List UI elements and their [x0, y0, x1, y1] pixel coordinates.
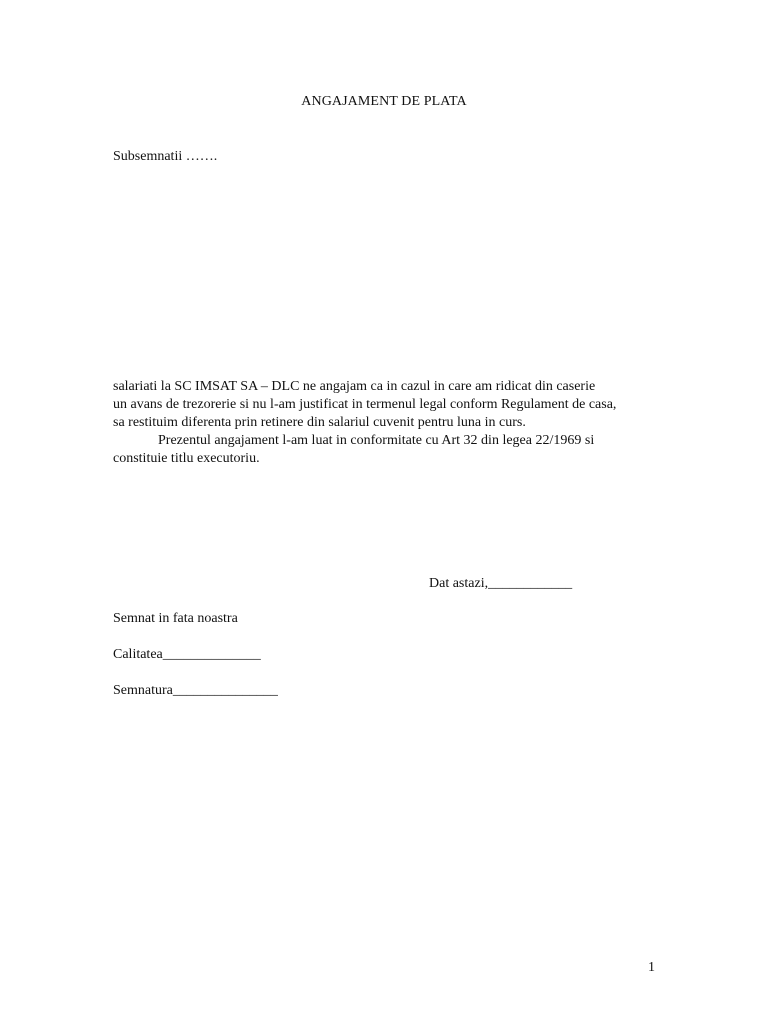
- subsemnatii-line: Subsemnatii …….: [113, 149, 218, 164]
- paragraph-line-2: un avans de trezorerie si nu l-am justificat in termenul legal conform Regulament de casa,: [113, 397, 617, 412]
- paragraph-line-3: sa restituim diferenta prin retinere din salariul cuvenit pentru luna in curs.: [113, 415, 526, 430]
- paragraph-line-1: salariati la SC IMSAT SA – DLC ne angajam ca in cazul in care am ridicat din caserie: [113, 379, 596, 394]
- page-number: 1: [648, 960, 655, 975]
- document-title: ANGAJAMENT DE PLATA: [301, 94, 467, 109]
- calitatea-line: Calitatea______________: [113, 647, 261, 662]
- date-line: Dat astazi,____________: [429, 576, 573, 591]
- signed-in-presence-line: Semnat in fata noastra: [113, 611, 238, 626]
- paragraph-line-5: constituie titlu executoriu.: [113, 451, 260, 466]
- commitment-paragraph: [113, 378, 659, 468]
- semnatura-line: Semnatura_______________: [113, 683, 278, 698]
- paragraph-line-4: Prezentul angajament l-am luat in conformitate cu Art 32 din legea 22/1969 si: [158, 433, 595, 448]
